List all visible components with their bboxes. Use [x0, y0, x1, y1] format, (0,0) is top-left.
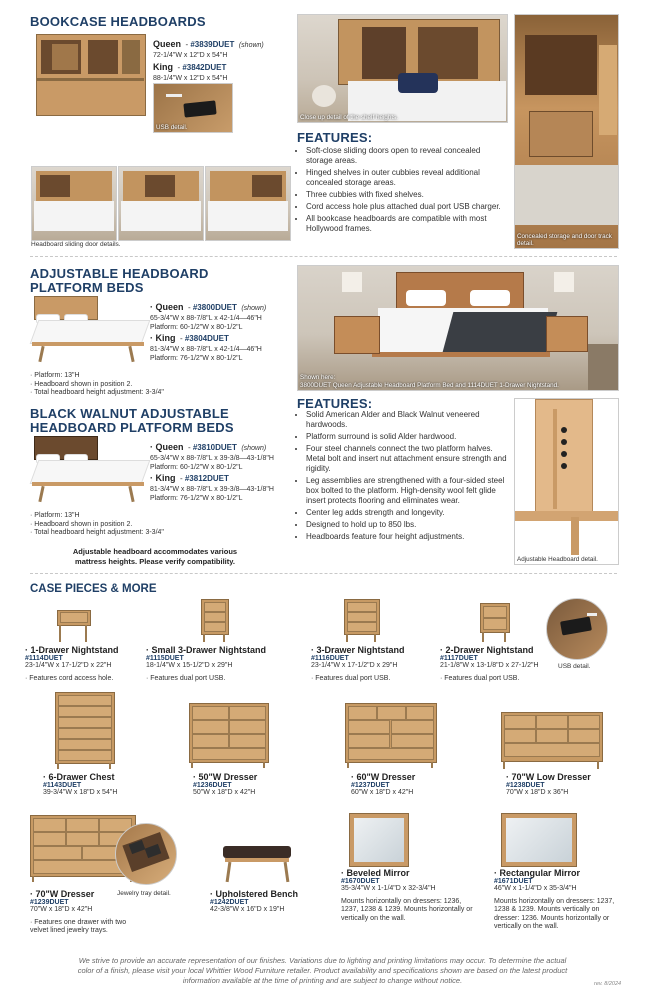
item-dims: 23-1/4"W x 17-1/2"D x 29"H: [311, 662, 398, 669]
shelf-closeup-photo: [297, 14, 508, 123]
feature-item: • Soft-close sliding doors open to reveal concealed storage areas.: [306, 146, 507, 166]
item-sku: #1237DUET: [351, 782, 390, 789]
small-3-drawer-nightstand-image: [201, 599, 229, 643]
item-sku: #1238DUET: [506, 782, 545, 789]
item-note: · Features one drawer with two velvet lined jewelry trays.: [30, 918, 127, 934]
50w-dresser-image: [189, 703, 269, 769]
2-drawer-nightstand-image: [480, 603, 510, 643]
item-sku: #1670DUET: [341, 878, 380, 885]
adjustable-title: [30, 267, 209, 295]
item-dims: 18-1/4"W x 15-1/2"D x 29"H: [146, 662, 233, 669]
item-sku: #1671DUET: [494, 878, 533, 885]
item-name: · Beveled Mirror: [341, 868, 410, 878]
queen-sku: #3800DUET: [192, 303, 237, 312]
item-sku: #1239DUET: [30, 899, 69, 906]
sliding-door-photo-2: [118, 166, 204, 241]
compatibility-line: mattress heights. Please verify compatibility.: [75, 557, 235, 566]
king-sku: #3804DUET: [184, 334, 229, 343]
70w-low-dresser-image: [501, 712, 603, 770]
1-drawer-nightstand-image: [57, 610, 91, 643]
concealed-storage-photo: [514, 14, 619, 249]
feature-item: • Three cubbies with fixed shelves.: [306, 190, 507, 200]
walnut-features-list: [297, 410, 507, 544]
item-sku: #1116DUET: [311, 655, 349, 662]
feature-item: • Designed to hold up to 850 lbs.: [306, 520, 507, 530]
item-rectangular-mirror: [494, 868, 619, 932]
item-sku: #1236DUET: [193, 782, 232, 789]
walnut-title-line1: BLACK WALNUT ADJUSTABLE: [30, 406, 229, 421]
king-sku: #3842DUET: [182, 63, 227, 72]
item-name: · 70"W Dresser: [30, 889, 95, 899]
item-70w-dresser: [30, 889, 165, 936]
item-upholstered-bench: [210, 889, 330, 915]
item-3-drawer-nightstand: [311, 645, 436, 683]
item-sku: #1114DUET: [25, 655, 63, 662]
item-dims: 70"W x 18"D x 36"H: [506, 789, 569, 796]
item-name: · Rectangular Mirror: [494, 868, 581, 878]
king-label: King: [155, 333, 176, 343]
item-name: · Upholstered Bench: [210, 889, 299, 899]
item-name: · Small 3-Drawer Nightstand: [146, 645, 267, 655]
rectangular-mirror-image: [501, 813, 577, 867]
item-dims: 23-1/4"W x 17-1/2"D x 22"H: [25, 662, 112, 669]
adjustable-title-line1: ADJUSTABLE HEADBOARD: [30, 266, 209, 281]
walnut-title: [30, 407, 234, 435]
item-6-drawer-chest: [43, 772, 183, 798]
footer-disclaimer: We strive to provide an accurate representation of our finishes. Variations due to lighting and printing limitations may occur. To determine the actual color of a finish, please visit your local Whittier Wood Furniture retailer. Product availability and specifications shown are based on the latest product information available at the time of printing and are subject to change without notice.: [77, 956, 568, 985]
item-2-drawer-nightstand: [440, 645, 555, 683]
note-item: · Platform: 13"H: [30, 512, 80, 519]
item-sku: #1242DUET: [210, 899, 249, 906]
item-note: · Features dual port USB.: [146, 674, 226, 682]
item-dims: 50"W x 18"D x 42"H: [193, 789, 256, 796]
item-note: · Features cord access hole.: [25, 674, 114, 682]
item-70w-low-dresser: [506, 772, 626, 798]
queen-platform: Platform: 60-1/2"W x 80-1/2"L: [150, 463, 243, 471]
upholstered-bench-image: [223, 846, 293, 884]
note-item: · Headboard shown in position 2.: [30, 520, 133, 528]
shown-label: (shown): [241, 445, 267, 452]
item-name: · 6-Drawer Chest: [43, 772, 115, 782]
adjustable-notes: [30, 372, 164, 398]
king-platform: Platform: 76-1/2"W x 80-1/2"L: [150, 354, 243, 362]
case-usb-caption: USB detail.: [558, 663, 591, 670]
feature-item: • Hinged shelves in outer cubbies reveal additional concealed storage areas.: [306, 168, 507, 188]
bedroom-photo-caption: [300, 374, 559, 389]
item-small-3-drawer-nightstand: [146, 645, 291, 683]
queen-label: Queen: [155, 302, 184, 312]
jewelry-tray-detail-photo: [115, 823, 177, 885]
3-drawer-nightstand-image: [344, 599, 380, 643]
sliding-door-photo-3: [205, 166, 291, 241]
adjustable-king-spec: · King - #3804DUET 81-3/4"W x 88-7/8"L x 42-1/4—46"H Platform: 76-1/2"W x 80-1/2"L: [150, 328, 300, 363]
queen-label: Queen: [153, 39, 182, 49]
adjustable-bed-image: [30, 296, 148, 366]
feature-item: • Platform surround is solid Alder hardwood.: [306, 432, 507, 442]
caption-line: Shown here:: [300, 374, 336, 381]
king-dims: 81-3/4"W x 88-7/8"L x 42-1/4—46"H: [150, 346, 262, 353]
bookcase-features-title: FEATURES:: [297, 130, 373, 145]
adjustable-title-line2: PLATFORM BEDS: [30, 280, 144, 295]
feature-item: • Solid American Alder and Black Walnut veneered hardwoods.: [306, 410, 507, 430]
walnut-bed-image: [30, 436, 148, 508]
item-50w-dresser: [193, 772, 313, 798]
queen-dims: 65-3/4"W x 88-7/8"L x 39-3/8—43-1/8"H: [150, 455, 274, 462]
case-title: CASE PIECES & MORE: [30, 583, 157, 595]
item-name: · 3-Drawer Nightstand: [311, 645, 405, 655]
closeup-caption: Close up detail of the shelf heights.: [300, 114, 399, 121]
item-60w-dresser: [351, 772, 471, 798]
item-note: · Features dual port USB.: [440, 674, 520, 682]
walnut-title-line2: HEADBOARD PLATFORM BEDS: [30, 420, 234, 435]
item-dims: 70"W x 18"D x 42"H: [30, 906, 93, 913]
item-name: · 1-Drawer Nightstand: [25, 645, 119, 655]
feature-item: • Center leg adds strength and longevity.: [306, 508, 507, 518]
section-divider: [30, 573, 617, 574]
item-sku: #1115DUET: [146, 655, 184, 662]
adjustable-queen-spec: · Queen - #3800DUET (shown) 65-3/4"W x 88-7/8"L x 42-1/4—46"H Platform: 60-1/2"W x 80-1/2"L: [150, 297, 300, 332]
sliding-caption: Headboard sliding door details.: [31, 241, 121, 248]
feature-item: • Cord access hole plus attached dual port USB charger.: [306, 202, 507, 212]
item-dims: 21-1/8"W x 13-1/8"D x 27-1/2"H: [440, 662, 539, 669]
item-note: · Features dual port USB.: [311, 674, 391, 682]
queen-platform: Platform: 60-1/2"W x 80-1/2"L: [150, 323, 243, 331]
compatibility-line: Adjustable headboard accommodates various: [72, 547, 238, 556]
walnut-queen-spec: · Queen - #3810DUET (shown) 65-3/4"W x 88-7/8"L x 39-3/8—43-1/8"H Platform: 60-1/2"W x 80-1/2"L: [150, 437, 300, 472]
walnut-king-spec: · King - #3812DUET 81-3/4"W x 88-7/8"L x 39-3/8—43-1/8"H Platform: 76-1/2"W x 80-1/2"L: [150, 468, 300, 503]
walnut-notes: [30, 512, 164, 538]
item-name: · 2-Drawer Nightstand: [440, 645, 534, 655]
caption-line: 3800DUET Queen Adjustable Headboard Platform Bed and 1114DUET 1-Drawer Nightstand.: [300, 381, 559, 389]
item-name: · 70"W Low Dresser: [506, 772, 591, 782]
item-note: Mounts horizontally on dressers: 1236, 1237, 1238 & 1239. Mounts horizontally or vertically on the wall.: [341, 897, 473, 922]
item-beveled-mirror: [341, 868, 476, 923]
queen-label: Queen: [155, 442, 184, 452]
compatibility-note: [40, 547, 270, 567]
walnut-features-title: FEATURES:: [297, 396, 373, 411]
beveled-mirror-image: [349, 813, 409, 867]
king-dims: 88-1/4"W x 12"D x 54"H: [153, 75, 228, 82]
item-sku: #1143DUET: [43, 782, 82, 789]
storage-caption: Concealed storage and door track detail.: [517, 233, 612, 247]
bookcase-queen-spec: Queen - #3839DUET (shown) 72-1/4"W x 12"D x 54"H: [153, 34, 293, 61]
feature-item: • Four steel channels connect the two platform halves. Metal bolt and insert nut attachment ensure strength and rigidity.: [306, 444, 507, 474]
king-dims: 81-3/4"W x 88-7/8"L x 39-3/8—43-1/8"H: [150, 486, 274, 493]
shown-label: (shown): [241, 305, 267, 312]
note-item: · Platform: 13"H: [30, 372, 80, 379]
feature-item: • Leg assemblies are strengthened with a four-sided steel box bolted to the platform. High-density wool felt glide insert protects flooring and eliminates wear.: [306, 476, 507, 506]
usb-detail-photo: [153, 83, 233, 133]
shown-label: (shown): [238, 42, 264, 49]
item-dims: 39-3/4"W x 18"D x 54"H: [43, 789, 118, 796]
queen-dims: 72-1/4"W x 12"D x 54"H: [153, 52, 228, 59]
note-item: · Headboard shown in position 2.: [30, 380, 133, 388]
item-1-drawer-nightstand: [25, 645, 145, 683]
note-item: · Total headboard height adjustment: 3-3/4": [30, 529, 164, 536]
revision-date: rev. 8/2024: [594, 981, 622, 987]
queen-dims: 65-3/4"W x 88-7/8"L x 42-1/4—46"H: [150, 315, 262, 322]
king-sku: #3812DUET: [184, 474, 229, 483]
6-drawer-chest-image: [55, 692, 115, 770]
item-dims: 46"W x 1-1/4"D x 35-3/4"H: [494, 885, 577, 892]
item-dims: 60"W x 18"D x 42"H: [351, 789, 414, 796]
item-name: · 50"W Dresser: [193, 772, 258, 782]
item-dims: 35-3/4"W x 1-1/4"D x 32-3/4"H: [341, 885, 436, 892]
jewelry-caption: Jewelry tray detail.: [117, 890, 171, 897]
bookcase-features-list: [297, 146, 507, 236]
headboard-detail-photo: [514, 398, 619, 565]
60w-dresser-image: [345, 703, 437, 769]
case-usb-detail-photo: [546, 598, 608, 660]
king-label: King: [155, 473, 176, 483]
bookcase-headboard-image: [36, 34, 146, 116]
queen-sku: #3839DUET: [190, 40, 235, 49]
sliding-door-photo-1: [31, 166, 117, 241]
item-name: · 60"W Dresser: [351, 772, 416, 782]
item-dims: 42-3/8"W x 16"D x 19"H: [210, 906, 285, 913]
detail-caption: Adjustable Headboard detail.: [517, 556, 598, 563]
feature-item: • All bookcase headboards are compatible with most Hollywood frames.: [306, 214, 507, 234]
queen-sku: #3810DUET: [192, 443, 237, 452]
item-note: Mounts horizontally on dressers: 1237, 1238 & 1239. Mounts vertically on dresser: 1236. Mounts horizontally or vertically on the wall.: [494, 897, 615, 930]
bookcase-title: BOOKCASE HEADBOARDS: [30, 14, 206, 29]
king-label: King: [153, 62, 173, 72]
bookcase-king-spec: King - #3842DUET 88-1/4"W x 12"D x 54"H: [153, 57, 293, 84]
feature-item: • Headboards feature four height adjustments.: [306, 532, 507, 542]
note-item: · Total headboard height adjustment: 3-3/4": [30, 389, 164, 396]
bedroom-photo: [297, 265, 619, 391]
king-platform: Platform: 76-1/2"W x 80-1/2"L: [150, 494, 243, 502]
usb-caption: USB detail.: [156, 124, 188, 131]
section-divider: [30, 256, 617, 257]
item-sku: #1117DUET: [440, 655, 478, 662]
